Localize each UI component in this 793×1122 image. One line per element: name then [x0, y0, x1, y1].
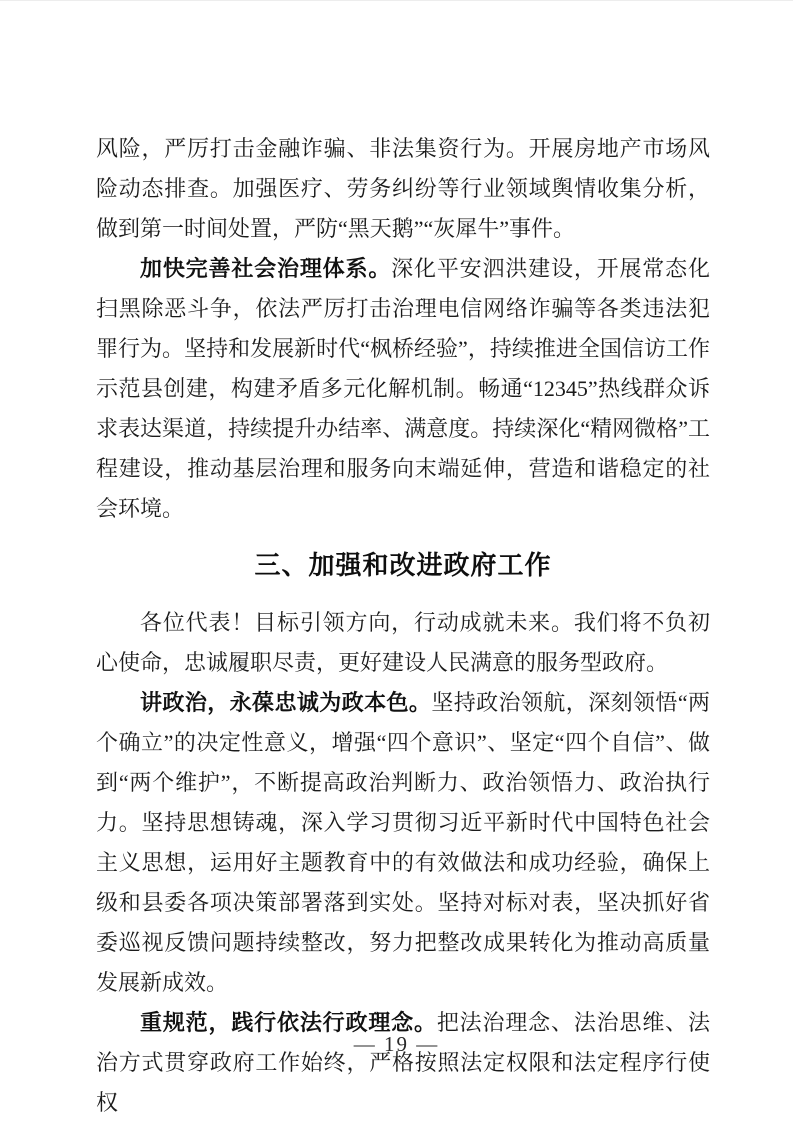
paragraph-text: 风险，严厉打击金融诈骗、非法集资行为。开展房地产市场风险动态排查。加强医疗、劳务纠纷等行业领域舆情收集分析，做到第一时间处置，严防“黑天鹅”“灰犀牛”事件。 — [96, 136, 710, 241]
paragraph-text: 坚持政治领航，深刻领悟“两个确立”的决定性意义，增强“四个意识”、坚定“四个自信”、做到“两个维护”，不断提高政治判断力、政治领悟力、政治执行力。坚持思想铸魂，深入学习贯彻习近平新时代中国特色社会主义思想，运用好主题教育中的有效做法和成功经验，确保上级和县委各项决策部署落到实处。坚持对标对表，坚决抓好省委巡视反馈问题持续整改，努力把整改成果转化为推动高质量发展新成效。 — [96, 690, 711, 995]
page-footer — [0, 1027, 793, 1061]
paragraph-lead: 重规范，践行依法行政理念。 — [140, 1010, 437, 1035]
section-heading: 三、加强和改进政府工作 — [254, 550, 552, 580]
paragraph — [96, 603, 710, 683]
paragraph — [96, 683, 710, 1003]
paragraph-text: 各位代表！目标引领方向，行动成就未来。我们将不负初心使命，忠诚履职尽责，更好建设人民满意的服务型政府。 — [96, 610, 710, 675]
body-text — [96, 129, 710, 1122]
paragraph-lead: 加快完善社会治理体系。 — [140, 256, 392, 281]
page-number: — 19 — — [353, 1032, 440, 1056]
paragraph — [96, 1003, 710, 1122]
paragraph-lead: 讲政治，永葆忠诚为政本色。 — [140, 690, 432, 715]
paragraph — [96, 129, 710, 249]
paragraph-text: 把法治理念、法治思维、法治方式贯穿政府工作始终，严格按照法定权限和法定程序行使权 — [96, 1010, 710, 1115]
paragraph — [96, 249, 710, 529]
paragraph-text: 深化平安泗洪建设，开展常态化扫黑除恶斗争，依法严厉打击治理电信网络诈骗等各类违法犯罪行为。坚持和发展新时代“枫桥经验”，持续推进全国信访工作示范县创建，构建矛盾多元化解机制。畅通“12345”热线群众诉求表达渠道，持续提升办结率、满意度。持续深化“精网微格”工程建设，推动基层治理和服务向末端延伸，营造和谐稳定的社会环境。 — [96, 256, 710, 521]
